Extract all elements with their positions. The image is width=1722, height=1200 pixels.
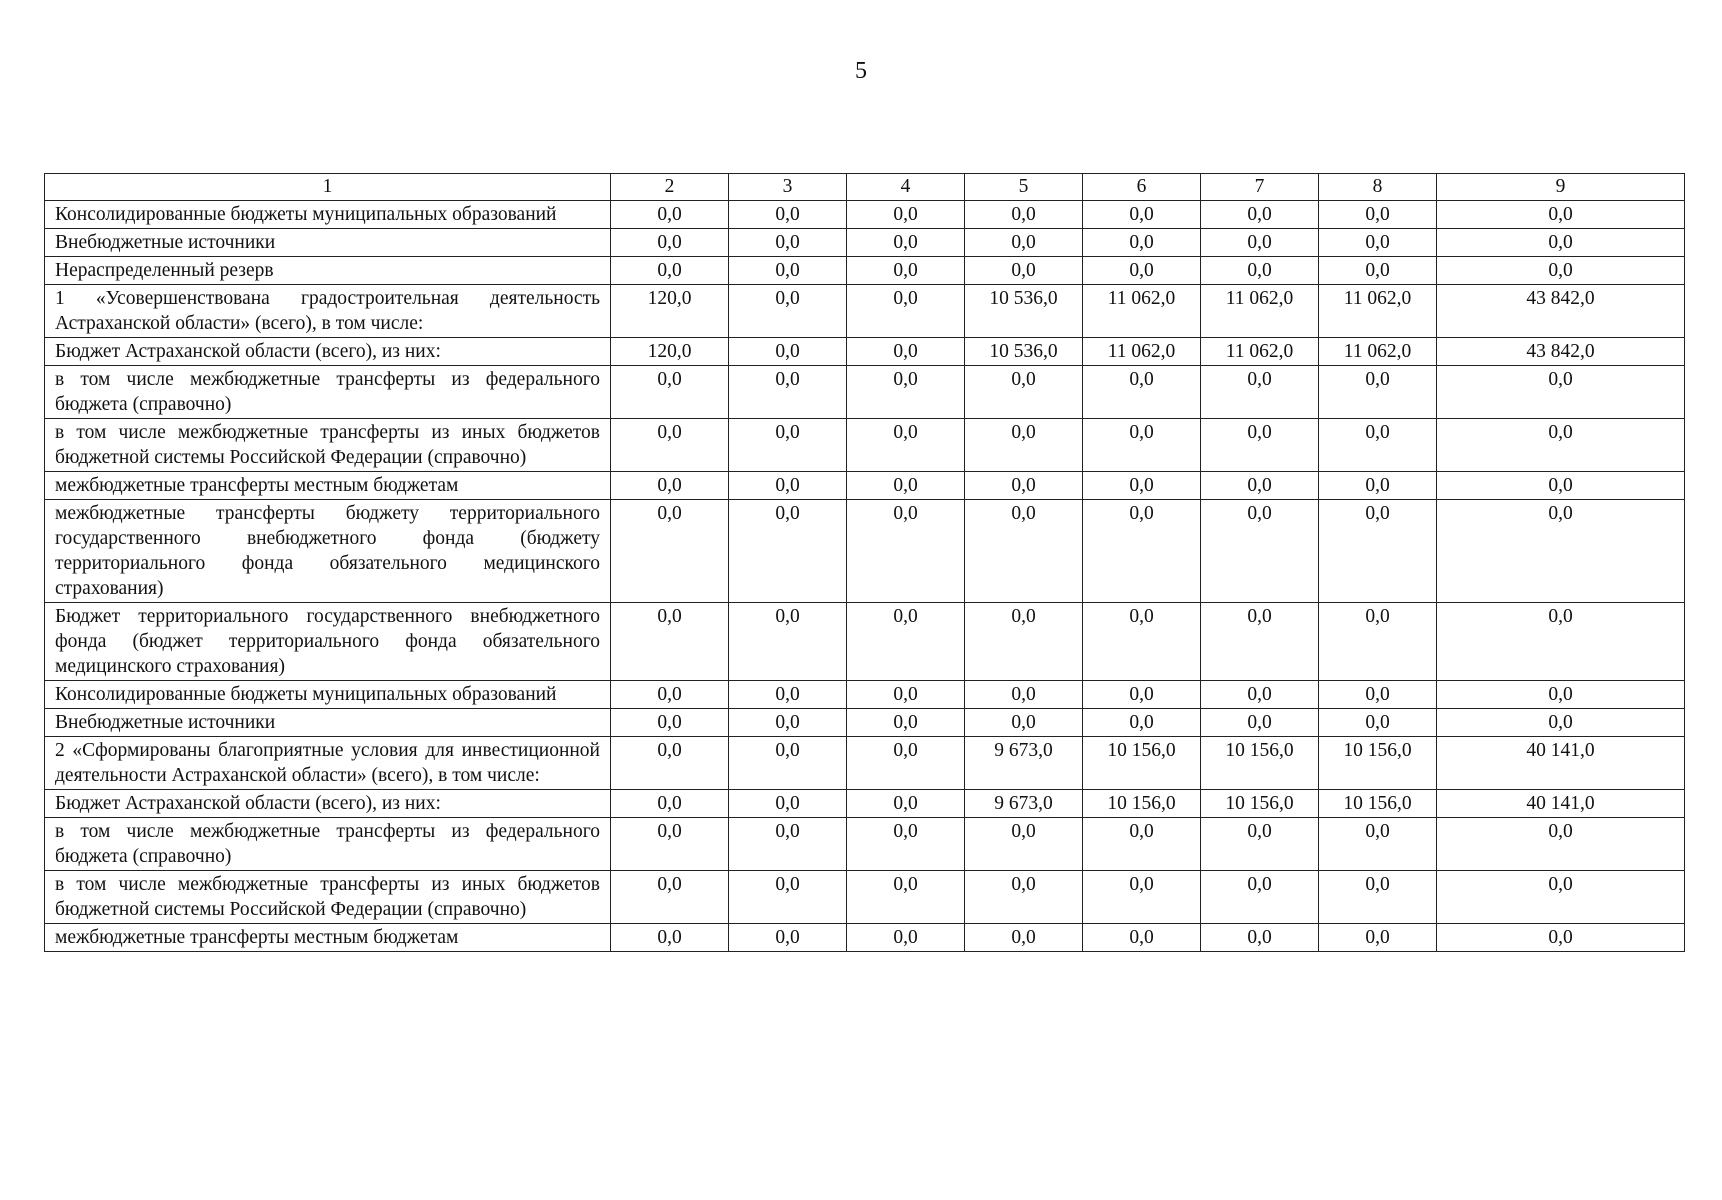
value-cell: 0,0	[729, 737, 847, 790]
value-cell: 0,0	[847, 338, 965, 366]
value-cell: 0,0	[1319, 257, 1437, 285]
value-cell: 0,0	[965, 924, 1083, 952]
value-cell: 0,0	[965, 709, 1083, 737]
value-cell: 0,0	[965, 229, 1083, 257]
value-cell: 0,0	[1319, 924, 1437, 952]
value-cell: 0,0	[847, 229, 965, 257]
table-row	[45, 500, 1685, 603]
value-cell: 0,0	[611, 871, 729, 924]
value-cell: 0,0	[1201, 472, 1319, 500]
value-cell: 0,0	[965, 681, 1083, 709]
value-cell: 11 062,0	[1083, 285, 1201, 338]
value-cell: 0,0	[847, 709, 965, 737]
value-cell: 0,0	[1437, 818, 1685, 871]
value-cell: 10 156,0	[1201, 790, 1319, 818]
value-cell: 9 673,0	[965, 737, 1083, 790]
value-cell: 0,0	[1437, 500, 1685, 603]
value-cell: 0,0	[1319, 366, 1437, 419]
value-cell: 0,0	[1437, 472, 1685, 500]
value-cell: 0,0	[847, 472, 965, 500]
value-cell: 10 156,0	[1083, 737, 1201, 790]
value-cell: 40 141,0	[1437, 790, 1685, 818]
value-cell: 0,0	[1319, 709, 1437, 737]
value-cell: 0,0	[611, 681, 729, 709]
value-cell: 0,0	[1319, 681, 1437, 709]
value-cell: 9 673,0	[965, 790, 1083, 818]
column-header: 3	[729, 174, 847, 201]
value-cell: 0,0	[1319, 500, 1437, 603]
value-cell: 0,0	[847, 603, 965, 681]
value-cell: 0,0	[611, 419, 729, 472]
value-cell: 0,0	[1201, 229, 1319, 257]
row-label: Консолидированные бюджеты муниципальных образований	[45, 201, 611, 229]
table-row	[45, 790, 1685, 818]
column-header: 7	[1201, 174, 1319, 201]
value-cell: 10 156,0	[1083, 790, 1201, 818]
value-cell: 0,0	[1083, 709, 1201, 737]
value-cell: 10 156,0	[1319, 737, 1437, 790]
value-cell: 0,0	[1083, 366, 1201, 419]
value-cell: 0,0	[729, 681, 847, 709]
value-cell: 0,0	[1083, 500, 1201, 603]
value-cell: 0,0	[847, 366, 965, 419]
value-cell: 0,0	[1083, 924, 1201, 952]
value-cell: 0,0	[1201, 257, 1319, 285]
row-label: межбюджетные трансферты местным бюджетам	[45, 472, 611, 500]
row-label: в том числе межбюджетные трансферты из иных бюджетов бюджетной системы Российской Федерации (справочно)	[45, 871, 611, 924]
value-cell: 120,0	[611, 338, 729, 366]
value-cell: 0,0	[1083, 419, 1201, 472]
table-row	[45, 338, 1685, 366]
table-row	[45, 818, 1685, 871]
value-cell: 0,0	[965, 472, 1083, 500]
value-cell: 0,0	[1083, 229, 1201, 257]
value-cell: 0,0	[729, 257, 847, 285]
value-cell: 0,0	[965, 419, 1083, 472]
value-cell: 0,0	[611, 737, 729, 790]
row-label: в том числе межбюджетные трансферты из иных бюджетов бюджетной системы Российской Федерации (справочно)	[45, 419, 611, 472]
value-cell: 10 156,0	[1319, 790, 1437, 818]
row-label: межбюджетные трансферты бюджету территориального государственного внебюджетного фонда (бюджету территориального фонда обязательного медицинского страхования)	[45, 500, 611, 603]
value-cell: 0,0	[965, 257, 1083, 285]
value-cell: 0,0	[847, 924, 965, 952]
value-cell: 0,0	[847, 285, 965, 338]
column-header: 1	[45, 174, 611, 201]
value-cell: 43 842,0	[1437, 285, 1685, 338]
table-row	[45, 603, 1685, 681]
value-cell: 0,0	[729, 603, 847, 681]
value-cell: 0,0	[847, 257, 965, 285]
value-cell: 0,0	[965, 603, 1083, 681]
value-cell: 0,0	[847, 201, 965, 229]
value-cell: 10 536,0	[965, 338, 1083, 366]
table-row	[45, 709, 1685, 737]
budget-table	[44, 173, 1685, 952]
value-cell: 0,0	[965, 201, 1083, 229]
value-cell: 0,0	[729, 500, 847, 603]
value-cell: 0,0	[847, 737, 965, 790]
value-cell: 0,0	[1201, 681, 1319, 709]
value-cell: 0,0	[847, 500, 965, 603]
value-cell: 0,0	[1437, 871, 1685, 924]
value-cell: 0,0	[1083, 257, 1201, 285]
value-cell: 0,0	[1319, 419, 1437, 472]
value-cell: 0,0	[1319, 818, 1437, 871]
value-cell: 11 062,0	[1319, 338, 1437, 366]
value-cell: 0,0	[1201, 500, 1319, 603]
value-cell: 0,0	[1437, 201, 1685, 229]
value-cell: 0,0	[1437, 419, 1685, 472]
value-cell: 0,0	[1083, 201, 1201, 229]
value-cell: 0,0	[1319, 603, 1437, 681]
value-cell: 0,0	[611, 229, 729, 257]
value-cell: 0,0	[1201, 201, 1319, 229]
page-number: 5	[855, 58, 867, 84]
value-cell: 0,0	[847, 419, 965, 472]
value-cell: 0,0	[1437, 924, 1685, 952]
value-cell: 0,0	[729, 790, 847, 818]
value-cell: 0,0	[729, 419, 847, 472]
value-cell: 0,0	[847, 871, 965, 924]
value-cell: 11 062,0	[1201, 338, 1319, 366]
column-header: 2	[611, 174, 729, 201]
table-row	[45, 285, 1685, 338]
value-cell: 0,0	[1201, 366, 1319, 419]
value-cell: 43 842,0	[1437, 338, 1685, 366]
value-cell: 0,0	[965, 871, 1083, 924]
value-cell: 0,0	[611, 366, 729, 419]
value-cell: 0,0	[1201, 419, 1319, 472]
value-cell: 0,0	[1083, 871, 1201, 924]
value-cell: 0,0	[611, 257, 729, 285]
table-row	[45, 737, 1685, 790]
row-label: Внебюджетные источники	[45, 709, 611, 737]
table-row	[45, 229, 1685, 257]
value-cell: 40 141,0	[1437, 737, 1685, 790]
value-cell: 11 062,0	[1083, 338, 1201, 366]
value-cell: 0,0	[965, 818, 1083, 871]
value-cell: 0,0	[1437, 366, 1685, 419]
value-cell: 10 536,0	[965, 285, 1083, 338]
value-cell: 0,0	[1201, 871, 1319, 924]
value-cell: 0,0	[611, 924, 729, 952]
value-cell: 0,0	[729, 924, 847, 952]
value-cell: 0,0	[1083, 472, 1201, 500]
row-label: Бюджет территориального государственного внебюджетного фонда (бюджет территориального фонда обязательного медицинского страхования)	[45, 603, 611, 681]
value-cell: 0,0	[729, 818, 847, 871]
row-label: Внебюджетные источники	[45, 229, 611, 257]
value-cell: 0,0	[1437, 603, 1685, 681]
value-cell: 0,0	[1319, 201, 1437, 229]
value-cell: 0,0	[729, 871, 847, 924]
value-cell: 0,0	[611, 818, 729, 871]
value-cell: 0,0	[1083, 603, 1201, 681]
row-label: 1 «Усовершенствована градостроительная деятельность Астраханской области» (всего), в том числе:	[45, 285, 611, 338]
table-row	[45, 472, 1685, 500]
table-row	[45, 419, 1685, 472]
value-cell: 10 156,0	[1201, 737, 1319, 790]
column-header: 8	[1319, 174, 1437, 201]
column-header: 6	[1083, 174, 1201, 201]
row-label: межбюджетные трансферты местным бюджетам	[45, 924, 611, 952]
value-cell: 0,0	[611, 472, 729, 500]
value-cell: 0,0	[1201, 709, 1319, 737]
value-cell: 11 062,0	[1319, 285, 1437, 338]
value-cell: 0,0	[1437, 709, 1685, 737]
table-row	[45, 681, 1685, 709]
row-label: Бюджет Астраханской области (всего), из них:	[45, 338, 611, 366]
value-cell: 0,0	[847, 818, 965, 871]
value-cell: 0,0	[729, 338, 847, 366]
value-cell: 0,0	[1201, 603, 1319, 681]
value-cell: 0,0	[1201, 924, 1319, 952]
table-row	[45, 924, 1685, 952]
table-row	[45, 257, 1685, 285]
value-cell: 0,0	[729, 709, 847, 737]
value-cell: 0,0	[847, 681, 965, 709]
row-label: Бюджет Астраханской области (всего), из них:	[45, 790, 611, 818]
value-cell: 0,0	[611, 603, 729, 681]
value-cell: 120,0	[611, 285, 729, 338]
value-cell: 0,0	[965, 500, 1083, 603]
column-header: 9	[1437, 174, 1685, 201]
row-label: Консолидированные бюджеты муниципальных образований	[45, 681, 611, 709]
value-cell: 0,0	[1437, 681, 1685, 709]
value-cell: 0,0	[1319, 229, 1437, 257]
table-body	[45, 201, 1685, 952]
value-cell: 0,0	[729, 201, 847, 229]
value-cell: 0,0	[1083, 681, 1201, 709]
value-cell: 0,0	[611, 790, 729, 818]
row-label: Нераспределенный резерв	[45, 257, 611, 285]
value-cell: 0,0	[729, 472, 847, 500]
value-cell: 0,0	[965, 366, 1083, 419]
value-cell: 0,0	[611, 500, 729, 603]
value-cell: 0,0	[1319, 472, 1437, 500]
value-cell: 0,0	[1437, 257, 1685, 285]
table-row	[45, 201, 1685, 229]
column-header: 5	[965, 174, 1083, 201]
value-cell: 0,0	[611, 709, 729, 737]
row-label: в том числе межбюджетные трансферты из федерального бюджета (справочно)	[45, 818, 611, 871]
value-cell: 0,0	[1437, 229, 1685, 257]
column-header: 4	[847, 174, 965, 201]
table-row	[45, 871, 1685, 924]
value-cell: 0,0	[1201, 818, 1319, 871]
value-cell: 0,0	[611, 201, 729, 229]
value-cell: 0,0	[729, 366, 847, 419]
table-row	[45, 366, 1685, 419]
value-cell: 0,0	[1083, 818, 1201, 871]
header-row	[45, 174, 1685, 201]
value-cell: 0,0	[1319, 871, 1437, 924]
value-cell: 0,0	[847, 790, 965, 818]
value-cell: 11 062,0	[1201, 285, 1319, 338]
row-label: в том числе межбюджетные трансферты из федерального бюджета (справочно)	[45, 366, 611, 419]
value-cell: 0,0	[729, 229, 847, 257]
row-label: 2 «Сформированы благоприятные условия для инвестиционной деятельности Астраханской области» (всего), в том числе:	[45, 737, 611, 790]
value-cell: 0,0	[729, 285, 847, 338]
